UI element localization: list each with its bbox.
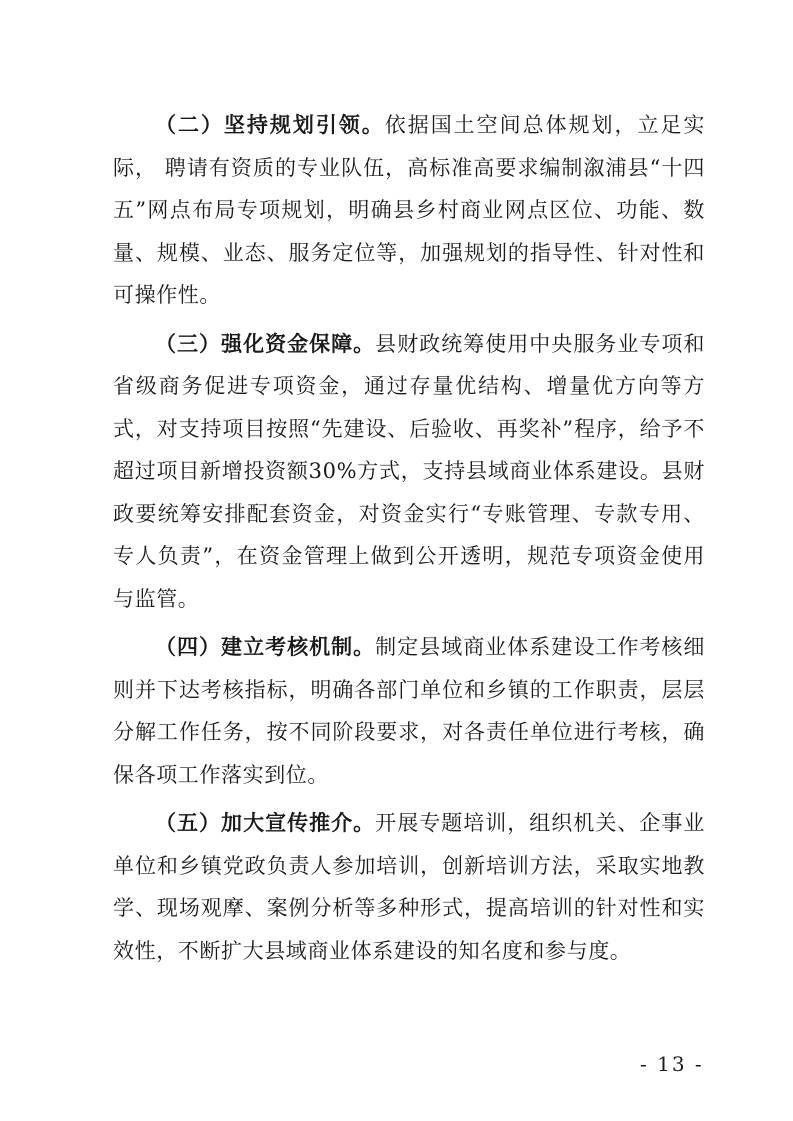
page-number: - 13 - bbox=[640, 1052, 704, 1076]
paragraph-heading: （三）强化资金保障。 bbox=[155, 330, 376, 356]
paragraph-text: 制定县域商业体系建设工作考核细则并下达考核指标，明确各部门单位和乡镇的工作职责，层层分解工作任务，按不同阶段要求，对各责任单位进行考核，确保各项工作落实到位。 bbox=[113, 635, 706, 787]
paragraph-heading: （二）坚持规划引领。 bbox=[155, 112, 385, 137]
paragraph-heading: （五）加大宣传推介。 bbox=[155, 810, 376, 835]
paragraph-planning bbox=[113, 104, 705, 317]
document-body bbox=[113, 104, 705, 978]
paragraph-text: 依据国土空间总体规划，立足实际， 聘请有资质的专业队伍，高标准高要求编制溆浦县“十四五”网点布局专项规划，明确县乡村商业网点区位、功能、数量、规模、业态、服务定位等，加强规划的指导性、针对性和可操作性。 bbox=[113, 113, 706, 307]
paragraph-heading: （四）建立考核机制。 bbox=[155, 634, 376, 659]
paragraph-publicity bbox=[113, 802, 705, 972]
paragraph-assessment bbox=[113, 626, 705, 796]
paragraph-text: 开展专题培训，组织机关、企事业单位和乡镇党政负责人参加培训，创新培训方法，采取实地教学、现场观摩、案例分析等多种形式，提高培训的针对性和实效性，不断扩大县域商业体系建设的知名度和参与度。 bbox=[113, 811, 706, 963]
paragraph-funding bbox=[113, 323, 705, 621]
paragraph-text: 县财政统筹使用中央服务业专项和省级商务促进专项资金，通过存量优结构、增量优方向等方式，对支持项目按照“先建设、后验收、再奖补”程序，给予不超过项目新增投资额30%方式，支持县域商业体系建设。县财政要统筹安排配套资金，对资金实行“专账管理、专款专用、专人负责”，在资金管理上做到公开透明，规范专项资金使用与监管。 bbox=[113, 331, 706, 611]
